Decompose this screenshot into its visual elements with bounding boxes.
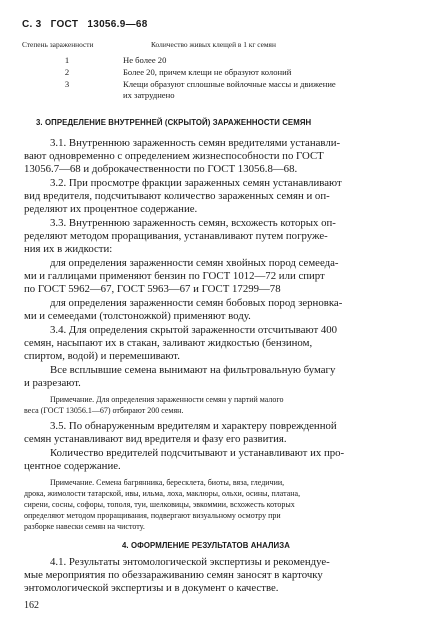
table-row-text: их затруднено (123, 90, 175, 100)
paragraph-line: вают одновременно с определением жизнеспособности по ГОСТ (24, 150, 324, 162)
page-number: 162 (24, 600, 39, 611)
paragraph-line: и разрезают. (24, 377, 81, 389)
paragraph-line: 4.1. Результаты энтомологической экспертизы и рекомендуе- (50, 556, 330, 568)
section-4-title: 4. ОФОРМЛЕНИЕ РЕЗУЛЬТАТОВ АНАЛИЗА (122, 541, 290, 550)
paragraph-line: ределяют их процентное содержание. (24, 203, 198, 215)
table-col1-header: Степень зараженности (22, 40, 94, 49)
paragraph-line: вид вредителя, подсчитывают количество зараженных семян и оп- (24, 190, 330, 202)
note-line: сирени, сосны, софоры, тополя, туи, шелковицы, эвкоммии, всхожесть которых (24, 500, 295, 509)
note-line: Примечание. Для определения зараженности семян у партий малого (50, 395, 284, 404)
page-header (22, 19, 154, 30)
paragraph-line: спиртом, водой) и перемешивают. (24, 350, 180, 362)
paragraph-line: по ГОСТ 5962—67, ГОСТ 5963—67 и ГОСТ 17299—78 (24, 283, 281, 295)
paragraph-line: 13056.7—68 и доброкачественности по ГОСТ 13056.8—68. (24, 163, 298, 175)
note-line: дрока, жимолости татарской, ивы, ильма, лоха, маклюры, ольхи, осины, платана, (24, 489, 301, 498)
paragraph-line: 3.5. По обнаруженным вредителям и характеру поврежденной (50, 420, 337, 432)
section-3-title: 3. ОПРЕДЕЛЕНИЕ ВНУТРЕННЕЙ (СКРЫТОЙ) ЗАРАЖЕННОСТИ СЕМЯН (36, 118, 312, 127)
paragraph-line: семян, насыпают их в стакан, заливают жидкостью (бензином, (24, 337, 313, 349)
table-row-text: Клещи образуют сплошные войлочные массы и движение (123, 79, 336, 89)
table-row-degree: 3 (64, 79, 70, 89)
paragraph-line: 3.4. Для определения скрытой зараженности отсчитывают 400 (50, 324, 338, 336)
header-section: С. 3 (22, 19, 42, 30)
paragraph-line: 3.1. Внутреннюю зараженность семян вредителями устанавли- (50, 137, 341, 149)
table-row-degree: 2 (64, 67, 70, 77)
paragraph-line: 3.3. Внутреннюю зараженность семян, всхожесть которых оп- (50, 217, 336, 229)
paragraph-line: 3.2. При просмотре фракции зараженных семян устанавливают (50, 177, 342, 189)
note-line: веса (ГОСТ 13056.1—67) отбирают 200 семян. (24, 406, 184, 415)
note-line: Примечание. Семена багрянника, бересклета, биоты, вяза, гледичии, (50, 478, 285, 487)
table-col2-header: Количество живых клещей в 1 кг семян (151, 40, 276, 49)
header-number: 13056.9—68 (87, 19, 148, 30)
paragraph-line: для определения зараженности семян бобовых пород зерновка- (50, 297, 343, 309)
paragraph-line: для определения зараженности семян хвойных пород семееда- (50, 257, 339, 269)
paragraph-line: ми и семеедами (толстоножкой) применяют воду. (24, 310, 251, 322)
paragraph-line: Все всплывшие семена вынимают на фильтровальную бумагу (50, 364, 336, 376)
note-line: определяют методом проращивания, подвергают визуальному осмотру при (24, 511, 281, 520)
paragraph-line: центное содержание. (24, 460, 121, 472)
paragraph-line: ния их в жидкости: (24, 243, 113, 255)
header-gost: ГОСТ (50, 19, 79, 30)
table-row-degree: 1 (64, 55, 70, 65)
table-row-text: Более 20, причем клещи не образуют колоний (123, 67, 292, 77)
paragraph-line: ми и галлицами применяют бензин по ГОСТ 1012—72 или спирт (24, 270, 325, 282)
paragraph-line: Количество вредителей подсчитывают и устанавливают их про- (50, 447, 345, 459)
paragraph-line: энтомологической экспертизы и в документ о качестве. (24, 582, 279, 594)
paragraph-line: семян устанавливают вид вредителя и фазу его развития. (24, 433, 287, 445)
paragraph-line: мые мероприятия по обеззараживанию семян заносят в карточку (24, 569, 323, 581)
table-row-text: Не более 20 (123, 55, 167, 65)
paragraph-line: ределяют методом проращивания, устанавливают путем погруже- (24, 230, 328, 242)
note-line: разборке навески семян на чистоту. (24, 522, 145, 531)
